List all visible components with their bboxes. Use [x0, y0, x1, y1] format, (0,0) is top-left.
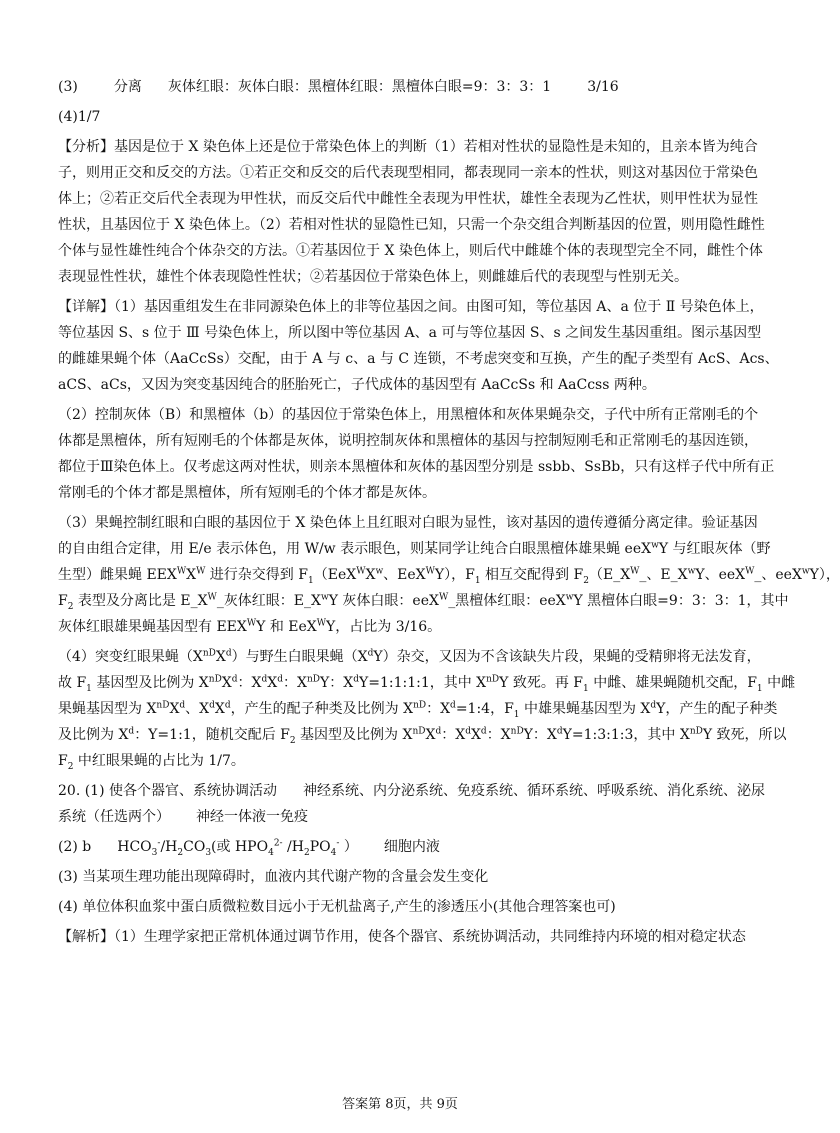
detail2-line: 体都是黑檀体，所有短刚毛的个体都是灰体，说明控制灰体和黑檀体的基因与控制短刚毛和正常刚毛的基因连锁，: [58, 433, 758, 449]
detail1-line: 等位基因 S、s 位于 Ⅲ 号染色体上，所以图中等位基因 A、a 可与等位基因 S、s 之间发生基因重组。图示基因型: [58, 325, 762, 341]
detail3-line: $F_2$ 表型及分离比是 $E\_X^W\_$灰体红眼：$E\_X^wY$ 灰体白眼：eeX$^W$_黑檀体红眼：eeX$^w$Y 黑檀体白眼=9：3：3：1，其中: [58, 592, 789, 612]
detail2-line: （2）控制灰体（B）和黑檀体（b）的基因位于常染色体上，用黑檀体和灰体果蝇杂交，子代中所有正常刚毛的个: [58, 407, 759, 423]
q20-line: 【解析】（1）生理学家把正常机体通过调节作用，使各个器官、系统协调活动，共同维持内环境的相对稳定状态: [58, 929, 746, 945]
q3-answer: [58, 74, 748, 100]
q20-line: (3) 当某项生理功能出现障碍时，血液内其代谢产物的含量会发生变化: [58, 869, 489, 885]
q3-word: 分离: [113, 79, 142, 95]
detail3-line: 灰体红眼雄果蝇基因型有 $EEX^WY$ 和 EeX$^W$Y，占比为 3/16。: [58, 618, 442, 635]
detail1-line: aCS、aCs，又因为突变基因纯合的胚胎死亡，子代成体的基因型有 AaCcSs 和 AaCcss 两种。: [58, 377, 656, 393]
analysis-line: 表现显性性状，雄性个体表现隐性性状；②若基因位于常染色体上，则雌雄后代的表现型与性别无关。: [58, 269, 688, 285]
q4-answer: (4)1/7: [58, 109, 101, 125]
q3-fraction: 3/16: [587, 79, 619, 95]
detail3-line: （3）果蝇控制红眼和白眼的基因位于 X 染色体上且红眼对白眼为显性，该对基因的遗传遵循分离定律。验证基因: [58, 515, 758, 531]
detail4-line: 故 $F_1$ 基因型及比例为 $XnDX^d$：$X^dX^d$：XnDY：$X^dY=1:1:1:1$，其中 XnDY 致死。再 $F_1$ 中雌、雄果蝇随机交配，$F_1$ 中雌: [58, 674, 796, 694]
q3-ratio: 灰体红眼：灰体白眼：黑檀体红眼：黑檀体白眼=9：3：3：1: [167, 79, 552, 95]
detail1-line: 【详解】（1）基因重组发生在非同源染色体上的非等位基因之间。由图可知，等位基因 A、a 位于 Ⅱ 号染色体上，: [58, 299, 764, 315]
analysis-line: 性状，且基因位于 X 染色体上。（2）若相对性状的显隐性已知，只需一个杂交组合判断基因的位置，则用隐性雌性: [58, 217, 765, 233]
detail4-line: $F_2$ 中红眼果蝇的占比为 1/7。: [58, 753, 245, 772]
q3-number: (3): [58, 79, 78, 95]
page-footer: 答案第 8页，共 9页: [342, 1097, 458, 1112]
detail1-line: 的雌雄果蝇个体（AaCcSs）交配，由于 A 与 c、a 与 C 连锁，不考虑突变和互换，产生的配子类型有 AcS、Acs、: [58, 351, 779, 367]
detail3-line: 生型）雌果蝇 $EEX^WX^W$ 进行杂交得到 $F_1(EeX^WX^w$、EeX$^W$Y），$F_1$ 相互交配得到 $F_2(E\_X^W\_$、$E\_X^wY$、eeX$^W$_、eeX$^w$Y），: [58, 566, 840, 586]
analysis-line: 子，则用正交和反交的方法。①若正交和反交的后代表现型相同，都表现同一亲本的性状，则这对基因位于常染色: [58, 165, 758, 181]
detail4-line: 及比例为 $X^d$：Y=1:1，随机交配后 $F_2$ 基因型及比例为 $XnDX^d$：$X^dX^d$：XnDY：$X^dY=1:3:1:3$，其中 XnDY 致死，所以: [58, 726, 787, 746]
analysis-line: 【分析】基因是位于 X 染色体上还是位于常染色体上的判断（1）若相对性状的显隐性是未知的，且亲本皆为纯合: [58, 139, 758, 155]
detail3-line: 的自由组合定律，用 E/e 表示体色，用 W/w 表示眼色，则某同学让纯合白眼黑檀体雄果蝇 eeX$^w$Y 与红眼灰体（野: [58, 540, 771, 557]
q20-line: 20. (1) 使各个器官、系统协调活动 神经系统、内分泌系统、免疫系统、循环系统、呼吸系统、消化系统、泌尿: [58, 783, 765, 799]
q20-line: 系统（任选两个） 神经一体液一免疫: [58, 809, 308, 825]
detail2-line: 都位于Ⅲ染色体上。仅考虑这两对性状，则亲本黑檀体和灰体的基因型分别是 ssbb、SsBb，只有这样子代中所有正: [58, 459, 775, 475]
q20-line: (4) 单位体积血浆中蛋白质微粒数目远小于无机盐离子,产生的渗透压小(其他合理答案也可): [58, 899, 616, 915]
analysis-line: 个体与显性雄性纯合个体杂交的方法。①若基因位于 X 染色体上，则后代中雌雄个体的表现型完全不同，雌性个体: [58, 243, 763, 259]
detail2-line: 常刚毛的个体才都是黑檀体，所有短刚毛的个体才都是灰体。: [58, 485, 436, 501]
page-content: [58, 74, 840, 950]
analysis-line: 体上；②若正交后代全表现为甲性状，而反交后代中雌性全表现为甲性状，雄性全表现为乙性状，则甲性状为显性: [58, 191, 758, 207]
detail4-line: （4）突变红眼果蝇$(XnDX^d)$与野生白眼果蝇$(X^dY)$杂交，又因为不含该缺失片段，果蝇的受精卵将无法发育，: [58, 648, 761, 665]
q20-line: (2) b $HCO_3^-/H_2CO_3$(或 $HPO_4^{2-}$ $/H_2PO_4^-$ ） 细胞内液: [58, 838, 440, 858]
detail4-line: 果蝇基因型为 $XnDX^d$、$X^dX^d$，产生的配子种类及比例为 XnD：$X^d=1:4$，$F_1$ 中雄果蝇基因型为 $X^dY$，产生的配子种类: [58, 700, 778, 720]
